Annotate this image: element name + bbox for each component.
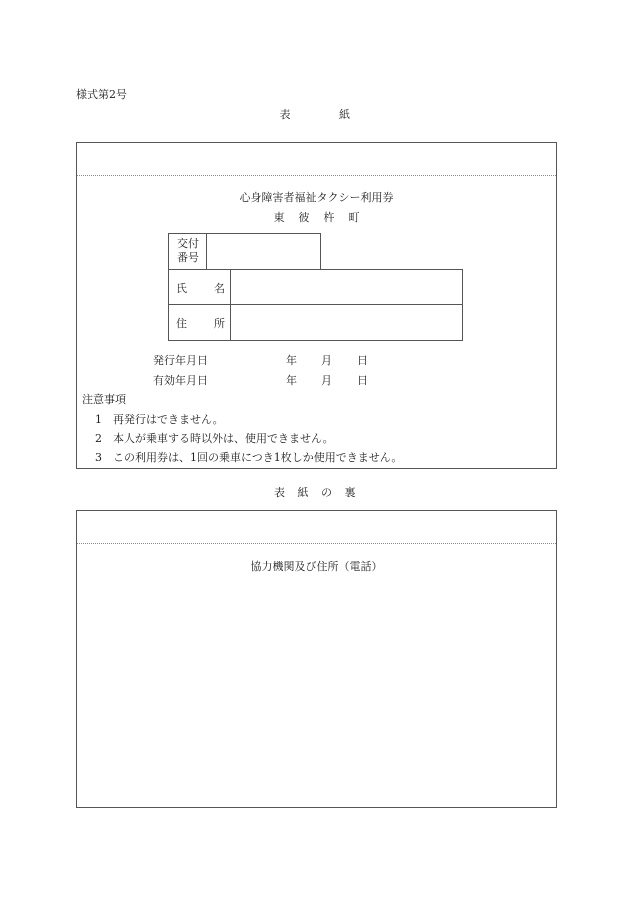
ticket-title: 心身障害者福祉タクシー利用券 bbox=[239, 191, 394, 204]
cooperating-agencies-title: 協力機関及び住所（電話） bbox=[250, 560, 383, 573]
cut-line bbox=[77, 543, 556, 544]
form-number: 様式第2号 bbox=[76, 88, 127, 101]
name-label: 氏 名 bbox=[169, 270, 231, 304]
address-field[interactable] bbox=[168, 304, 463, 341]
issue-date-label: 発行年月日 bbox=[153, 354, 208, 367]
cut-line bbox=[77, 175, 556, 176]
address-label: 住 所 bbox=[169, 305, 231, 340]
ticket-front: 心身障害者福祉タクシー利用券 東 彼 杵 町 交付 番号 氏 名 住 所 発行年月日 年 月 日 有効年月日 年 月 日 注意事項 1 再発行はできません。 2 本人が乗車する時以外は、使用できません。 3 この利用券は、1回の乗車につき1枚しか使用できません。 bbox=[76, 142, 557, 469]
back-title: 表 紙 の 裏 bbox=[274, 486, 356, 499]
cover-title: 表 紙 bbox=[279, 108, 351, 121]
note-item: 2 本人が乗車する時以外は、使用できません。 bbox=[95, 432, 334, 445]
issue-number-field[interactable] bbox=[168, 233, 321, 270]
town-name: 東 彼 杵 町 bbox=[273, 211, 360, 224]
notes-title: 注意事項 bbox=[82, 393, 126, 406]
valid-date-label: 有効年月日 bbox=[153, 374, 208, 387]
note-item: 1 再発行はできません。 bbox=[95, 413, 224, 426]
ticket-back bbox=[76, 510, 557, 808]
issue-number-label: 交付 番号 bbox=[169, 234, 207, 269]
name-field[interactable] bbox=[168, 269, 463, 305]
note-item: 3 この利用券は、1回の乗車につき1枚しか使用できません。 bbox=[95, 451, 403, 464]
